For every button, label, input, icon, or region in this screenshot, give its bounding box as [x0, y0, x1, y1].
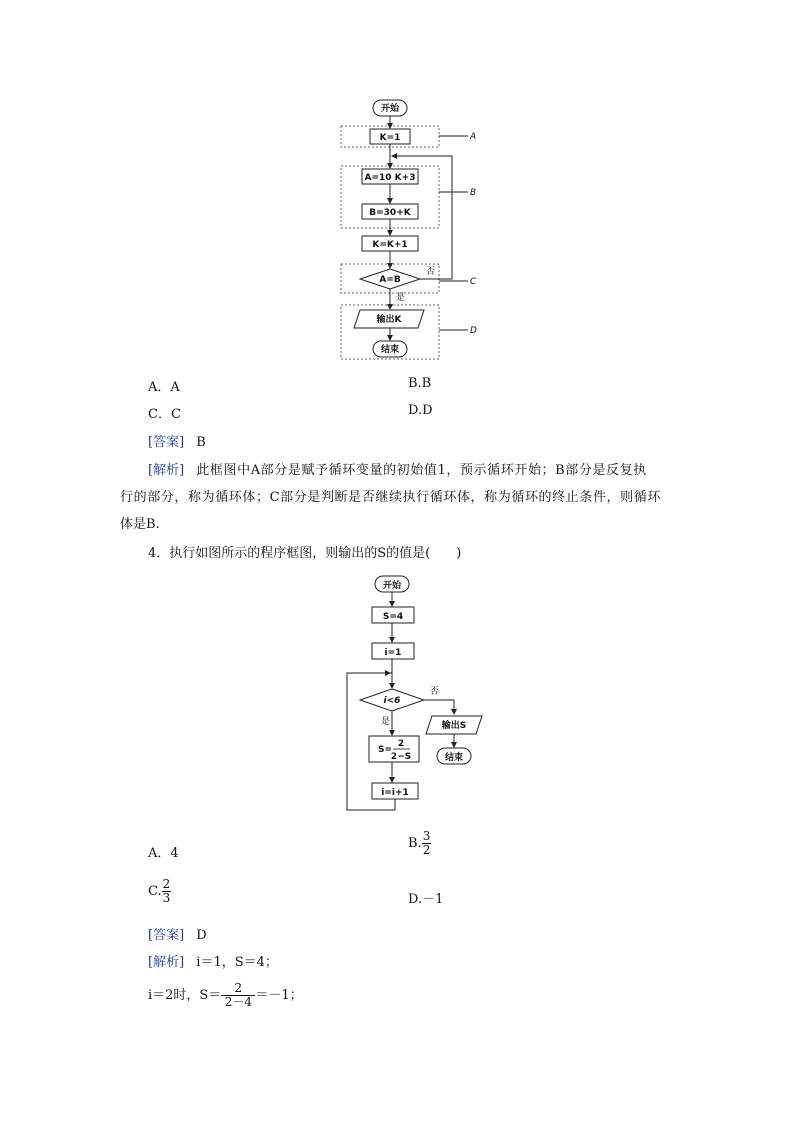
flow1-cond: A=B — [379, 275, 401, 285]
flow1-label-d: D — [470, 326, 477, 336]
flow1-no-label: 否 — [426, 267, 436, 277]
q3-analysis-line1: 此框图中A部分是赋予循环变量的初始值1，预示循环开始；B部分是反复执 — [196, 463, 647, 478]
q3-analysis-line2: 行的部分，称为循环体；C部分是判断是否继续执行循环体，称为循环的终止条件，则循环 — [120, 490, 661, 505]
q3-answer-tag: [答案] — [148, 435, 185, 450]
flow1-start: 开始 — [380, 104, 400, 114]
flow2-cond: i<6 — [383, 696, 401, 706]
q4-option-d: D.－1 — [408, 892, 444, 907]
flow2-s-assign-den: 2−S — [390, 752, 412, 762]
flow1-label-c: C — [470, 277, 477, 287]
q4-question: 4．执行如图所示的程序框图，则输出的S的值是( ) — [148, 546, 462, 561]
flow2-yes-label: 是 — [381, 717, 391, 727]
flow1-end: 结束 — [380, 345, 400, 355]
q4-option-b: B. $\frac{3}{2}$ — [408, 829, 431, 857]
q3-analysis-line3: 体是B. — [120, 517, 160, 532]
flow1-label-a: A — [470, 132, 477, 142]
flow1-label-b: B — [470, 188, 477, 198]
flow1-a-assign: A=10 K+3 — [364, 173, 416, 183]
flow2-s-assign-lhs: S= — [377, 745, 393, 755]
flow2-no-label: 否 — [430, 687, 440, 697]
flow2-i-init: i=1 — [384, 648, 402, 658]
q4-option-c: C. $\frac{2}{3}$ — [148, 877, 171, 905]
flow1-yes-label: 是 — [396, 293, 406, 303]
q4-answer-tag: [答案] — [148, 928, 185, 943]
flow2-i-inc: i=i+1 — [381, 788, 409, 798]
flow1-b-assign: B=30+K — [369, 208, 411, 218]
q4-analysis-tag: [解析] — [148, 955, 185, 970]
flowchart-2 — [347, 576, 482, 810]
flow1-output: 输出K — [376, 315, 402, 325]
q3-option-a: A．A — [148, 380, 180, 395]
q3-option-b: B.B — [408, 376, 432, 391]
q3-answer: B — [196, 435, 206, 450]
flow2-s-init: S=4 — [382, 612, 404, 622]
flow1-k-inc: K=K+1 — [372, 240, 408, 250]
flow1-k-init: K=1 — [379, 133, 401, 143]
flow2-end: 结束 — [444, 753, 464, 763]
q4-option-a: A．4 — [148, 846, 179, 861]
q3-option-c: C．C — [148, 407, 181, 422]
q3-option-d: D.D — [408, 403, 433, 418]
flow2-start: 开始 — [382, 581, 402, 591]
q3-analysis-tag: [解析] — [148, 463, 185, 478]
q4-step2: i＝2时，S＝ $\frac{2}{2-4}$ ＝－1； — [148, 981, 303, 1009]
flow2-output: 输出S — [441, 721, 467, 731]
flow2-s-assign-num: 2 — [397, 739, 405, 749]
q4-answer: D — [196, 928, 207, 943]
q4-step1: i＝1，S＝4； — [196, 955, 278, 970]
